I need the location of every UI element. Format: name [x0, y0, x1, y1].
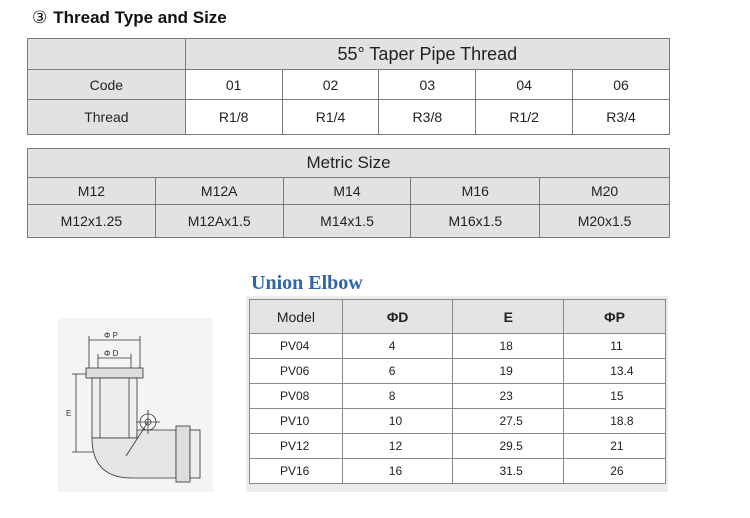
section-title	[32, 8, 227, 28]
thread-cell: R1/2	[476, 100, 573, 135]
model-cell: PV12	[250, 434, 343, 459]
table-row	[250, 384, 666, 409]
thread-cell: R3/8	[379, 100, 476, 135]
metric-size-cell: M14	[283, 178, 411, 205]
p-cell: 13.4	[564, 359, 666, 384]
taper-corner-cell	[28, 39, 186, 70]
p-cell: 15	[564, 384, 666, 409]
thread-cell: R1/8	[185, 100, 282, 135]
d-cell: 6	[342, 359, 453, 384]
p-cell: 21	[564, 434, 666, 459]
d-cell: 8	[342, 384, 453, 409]
code-cell: 04	[476, 70, 573, 100]
metric-size-cell: M20	[540, 178, 670, 205]
e-cell: 19	[453, 359, 564, 384]
p-cell: 11	[564, 334, 666, 359]
thread-label: Thread	[28, 100, 186, 135]
metric-thread-cell: M12x1.25	[28, 205, 156, 238]
d-cell: 16	[342, 459, 453, 484]
col-header-e: E	[453, 300, 564, 334]
e-cell: 23	[453, 384, 564, 409]
section-title-text: Thread Type and Size	[53, 8, 227, 27]
union-elbow-title: Union Elbow	[251, 272, 363, 294]
col-header-model: Model	[250, 300, 343, 334]
metric-size-cell: M12A	[155, 178, 283, 205]
p-cell: 26	[564, 459, 666, 484]
model-cell: PV04	[250, 334, 343, 359]
taper-thread-table	[27, 38, 670, 135]
e-cell: 31.5	[453, 459, 564, 484]
code-cell: 06	[573, 70, 670, 100]
d-cell: 12	[342, 434, 453, 459]
drawing-label-e: E	[66, 409, 72, 418]
metric-size-cell: M12	[28, 178, 156, 205]
metric-thread-cell: M20x1.5	[540, 205, 670, 238]
table-row	[250, 409, 666, 434]
model-cell: PV10	[250, 409, 343, 434]
union-elbow-table	[249, 299, 666, 484]
drawing-label-d: Φ D	[104, 349, 119, 358]
table-row	[250, 459, 666, 484]
metric-size-table	[27, 148, 670, 238]
metric-thread-cell: M14x1.5	[283, 205, 411, 238]
model-cell: PV16	[250, 459, 343, 484]
code-label: Code	[28, 70, 186, 100]
e-cell: 18	[453, 334, 564, 359]
thread-cell: R3/4	[573, 100, 670, 135]
table-row	[250, 334, 666, 359]
e-cell: 27.5	[453, 409, 564, 434]
d-cell: 10	[342, 409, 453, 434]
code-cell: 03	[379, 70, 476, 100]
model-cell: PV06	[250, 359, 343, 384]
drawing-label-p: Φ P	[104, 331, 118, 340]
code-cell: 01	[185, 70, 282, 100]
metric-size-cell: M16	[411, 178, 540, 205]
taper-header: 55° Taper Pipe Thread	[185, 39, 669, 70]
d-cell: 4	[342, 334, 453, 359]
metric-thread-cell: M16x1.5	[411, 205, 540, 238]
col-header-p: ΦP	[564, 300, 666, 334]
model-cell: PV08	[250, 384, 343, 409]
thread-cell: R1/4	[282, 100, 379, 135]
section-number: ③	[32, 8, 48, 27]
union-elbow-drawing	[58, 318, 213, 492]
table-row	[250, 359, 666, 384]
table-row	[250, 434, 666, 459]
metric-header: Metric Size	[28, 149, 670, 178]
p-cell: 18.8	[564, 409, 666, 434]
e-cell: 29.5	[453, 434, 564, 459]
metric-thread-cell: M12Ax1.5	[155, 205, 283, 238]
code-cell: 02	[282, 70, 379, 100]
col-header-d: ΦD	[342, 300, 453, 334]
